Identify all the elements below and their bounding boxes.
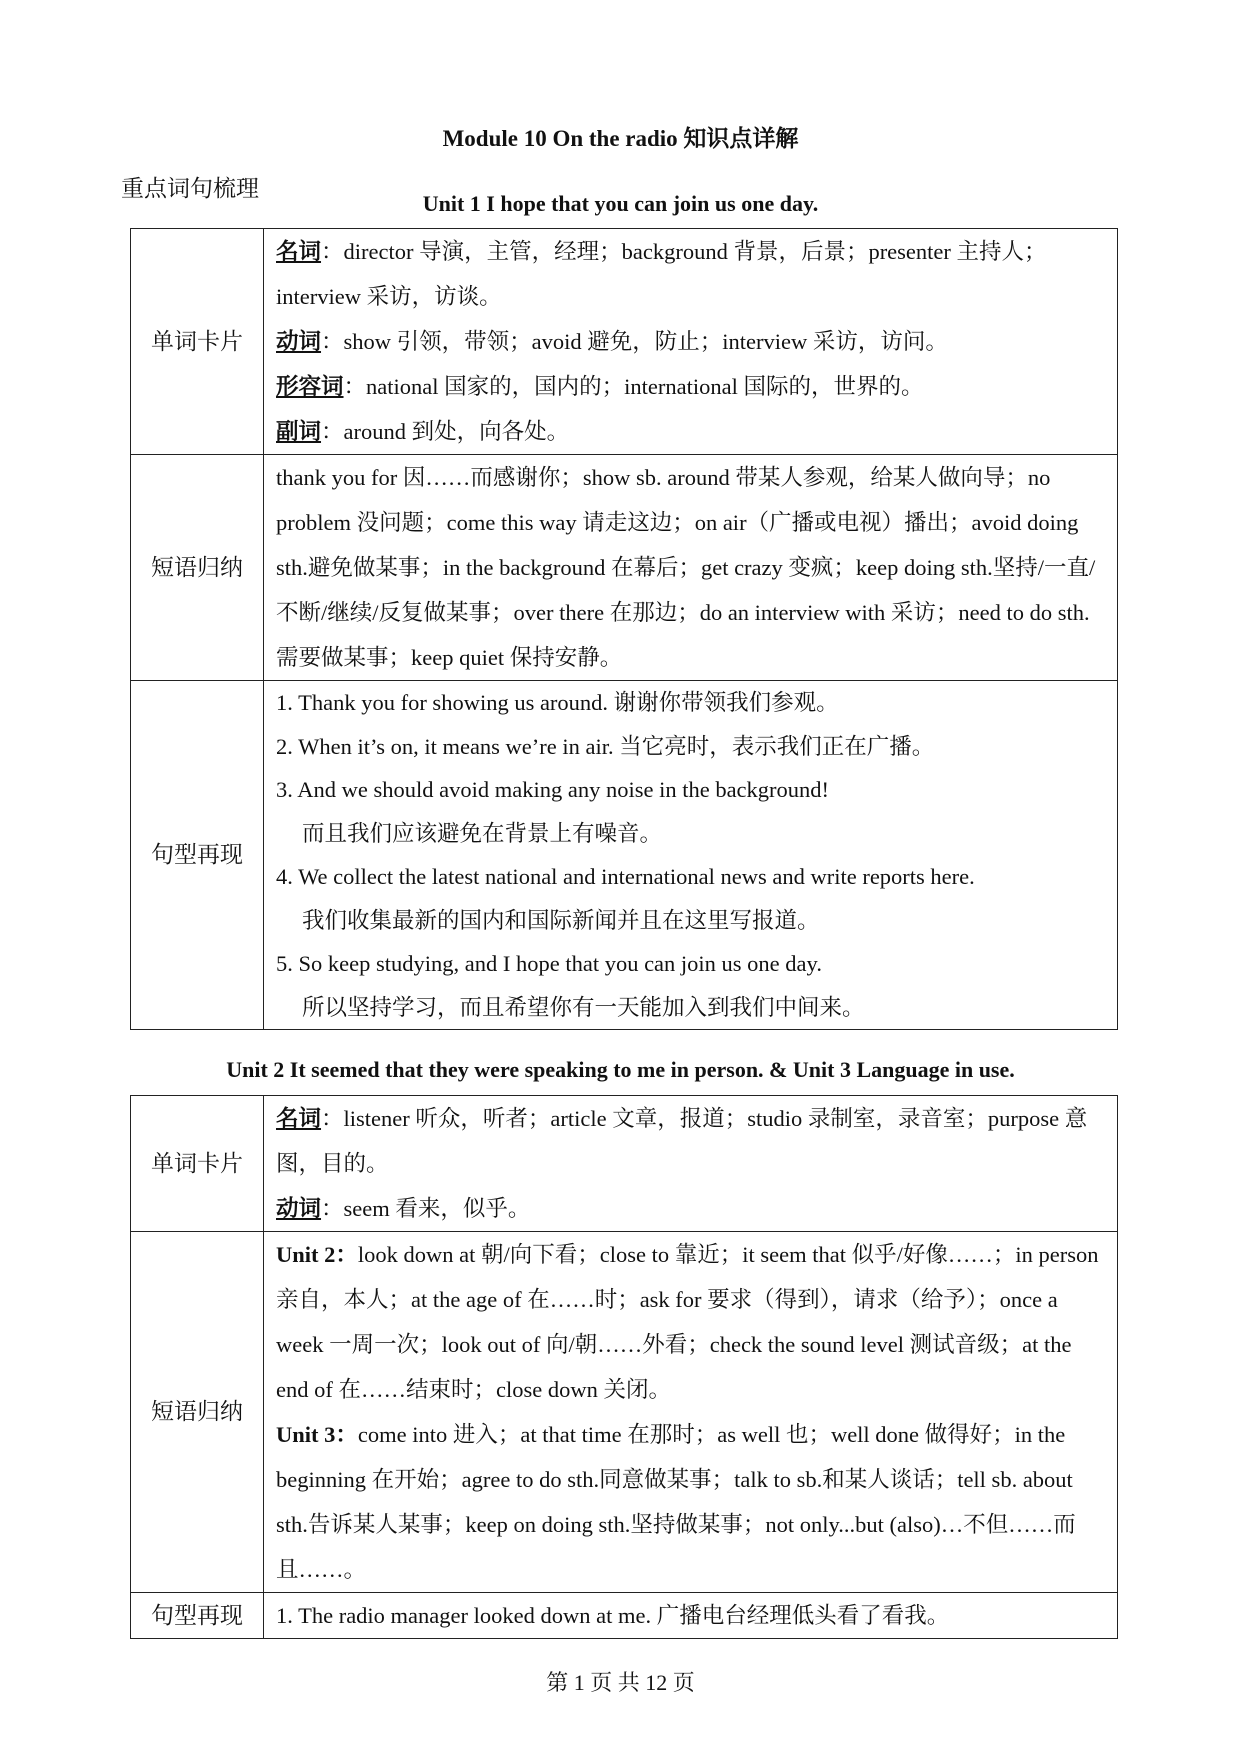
unit2-table — [130, 1095, 1118, 1639]
row-label: 单词卡片 — [131, 229, 264, 455]
phrase-summary: thank you for 因……而感谢你；show sb. around 带某人参观，给某人做向导；no problem 没问题；come this way 请走这边；on air（广播或电视）播出；avoid doing sth.避免做某事；in the background 在幕后；get crazy 变疯；keep doing sth.坚持/一直/不断/继续/反复做某事；over there 在那边；do an interview with 采访；need to do sth.需要做某事；keep quiet 保持安静。 — [264, 455, 1118, 681]
unit2-heading: Unit 2 It seemed that they were speaking to me in person. & Unit 3 Language in use. — [226, 1057, 1015, 1082]
phrase-group-unit3: Unit 3：come into 进入；at that time 在那时；as well 也；well done 做得好；in the beginning 在开始；agree to do sth.同意做某事；talk to sb.和某人谈话；tell sb. about sth.告诉某人某事；keep on doing sth.坚持做某事；not only...but (also)…不但……而且……。 — [276, 1422, 1076, 1582]
sentence-patterns: 1. The radio manager looked down at me. 广播电台经理低头看了看我。 — [264, 1593, 1118, 1639]
vocab-line: 动词：show 引领，带领；avoid 避免，防止；interview 采访，访问。 — [276, 329, 948, 354]
unit1-table — [130, 228, 1118, 1030]
sentence-zh: 所以坚持学习，而且希望你有一天能加入到我们中间来。 — [302, 994, 865, 1020]
page-footer: 第 1 页 共 12 页 — [546, 1670, 695, 1695]
sentence-en: 4. We collect the latest national and international news and write reports here. — [276, 864, 975, 889]
vocab-line: 名词：listener 听众，听者；article 文章，报道；studio 录制室，录音室；purpose 意图，目的。 — [276, 1106, 1088, 1176]
vocab-card — [264, 229, 1118, 455]
table-row — [131, 229, 1118, 455]
unit1-heading: Unit 1 I hope that you can join us one day. — [422, 191, 819, 216]
vocab-line: 副词：around 到处，向各处。 — [276, 419, 570, 444]
section-heading: 重点词句梳理 — [121, 176, 259, 201]
sentence-zh: 而且我们应该避免在背景上有噪音。 — [302, 820, 663, 846]
table-row — [131, 1232, 1118, 1593]
vocab-line: 名词：director 导演，主管，经理；background 背景，后景；presenter 主持人；interview 采访，访谈。 — [276, 239, 1047, 309]
sentence-en: 3. And we should avoid making any noise in the background! — [276, 777, 830, 802]
vocab-line: 动词：seem 看来，似乎。 — [276, 1196, 531, 1221]
table-row — [131, 681, 1118, 1030]
vocab-line: 形容词：national 国家的，国内的；international 国际的，世界的。 — [276, 374, 924, 399]
row-label: 单词卡片 — [131, 1096, 264, 1232]
table-row — [131, 1096, 1118, 1232]
phrase-summary — [264, 1232, 1118, 1593]
row-label: 短语归纳 — [131, 1232, 264, 1593]
row-label: 句型再现 — [131, 681, 264, 1030]
sentence-en: 1. Thank you for showing us around. 谢谢你带领我们参观。 — [276, 690, 839, 715]
row-label: 句型再现 — [131, 1593, 264, 1639]
document-title: Module 10 On the radio 知识点详解 — [442, 126, 799, 151]
vocab-card — [264, 1096, 1118, 1232]
sentence-zh: 我们收集最新的国内和国际新闻并且在这里写报道。 — [302, 907, 820, 933]
sentence-en: 5. So keep studying, and I hope that you can join us one day. — [276, 951, 822, 976]
table-row — [131, 1593, 1118, 1639]
sentence-patterns — [264, 681, 1118, 1030]
phrase-group-unit2: Unit 2：look down at 朝/向下看；close to 靠近；it seem that 似乎/好像……；in person 亲自，本人；at the age of 在……时；ask for 要求（得到），请求（给予）；once a week 一周一次；look out of 向/朝……外看；check the sound level 测试音级；at the end of 在……结束时；close down 关闭。 — [276, 1242, 1099, 1402]
table-row — [131, 455, 1118, 681]
row-label: 短语归纳 — [131, 455, 264, 681]
sentence-en: 2. When it’s on, it means we’re in air. 当它亮时，表示我们正在广播。 — [276, 733, 935, 759]
